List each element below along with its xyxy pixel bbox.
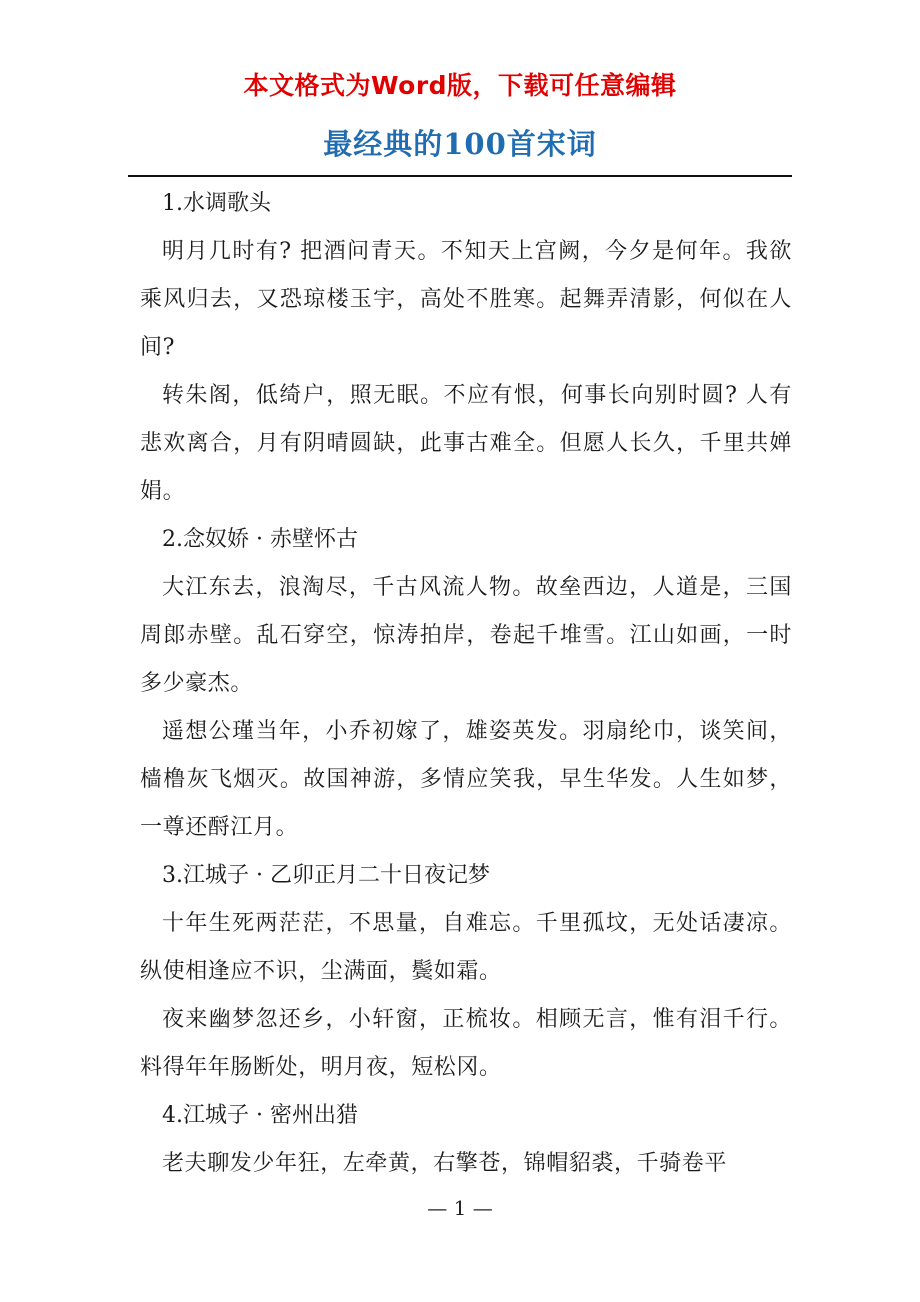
poem-paragraph: 十年生死两茫茫，不思量，自难忘。千里孤坟，无处话凄凉。纵使相逢应不识，尘满面，鬓如霜。 (140, 911, 792, 984)
poem-section-4 (140, 1092, 792, 1188)
document-title: 最经典的100首宋词 (323, 127, 597, 161)
title-divider (128, 175, 792, 177)
poem-heading: 2.念奴娇 · 赤壁怀古 (162, 527, 358, 552)
download-banner: 本文格式为Word版，下载可任意编辑 (243, 71, 677, 100)
poem-section-2 (140, 516, 792, 852)
poem-section-1 (140, 180, 792, 516)
poem-paragraph: 明月几时有? 把酒问青天。不知天上宫阙，今夕是何年。我欲乘风归去，又恐琼楼玉宇，高处不胜寒。起舞弄清影，何似在人间? (140, 239, 792, 360)
poem-heading: 1.水调歌头 (162, 191, 271, 216)
poem-heading: 4.江城子 · 密州出猎 (162, 1103, 358, 1128)
poem-heading: 3.江城子 · 乙卯正月二十日夜记梦 (162, 863, 490, 888)
document-body (140, 180, 792, 1188)
poem-paragraph: 遥想公瑾当年，小乔初嫁了，雄姿英发。羽扇纶巾，谈笑间，樯橹灰飞烟灭。故国神游，多情应笑我，早生华发。人生如梦，一尊还酹江月。 (140, 719, 792, 840)
poem-paragraph: 转朱阁，低绮户，照无眠。不应有恨，何事长向别时圆? 人有悲欢离合，月有阴晴圆缺，此事古难全。但愿人长久，千里共婵娟。 (140, 383, 792, 504)
poem-paragraph: 老夫聊发少年狂，左牵黄，右擎苍，锦帽貂裘，千骑卷平 (162, 1151, 728, 1176)
poem-paragraph: 大江东去，浪淘尽，千古风流人物。故垒西边，人道是，三国周郎赤壁。乱石穿空，惊涛拍岸，卷起千堆雪。江山如画，一时多少豪杰。 (140, 575, 792, 696)
poem-section-3 (140, 852, 792, 1092)
page-number: — 1 — (427, 1196, 493, 1220)
poem-paragraph: 夜来幽梦忽还乡，小轩窗，正梳妆。相顾无言，惟有泪千行。料得年年肠断处，明月夜，短松冈。 (140, 1007, 792, 1080)
